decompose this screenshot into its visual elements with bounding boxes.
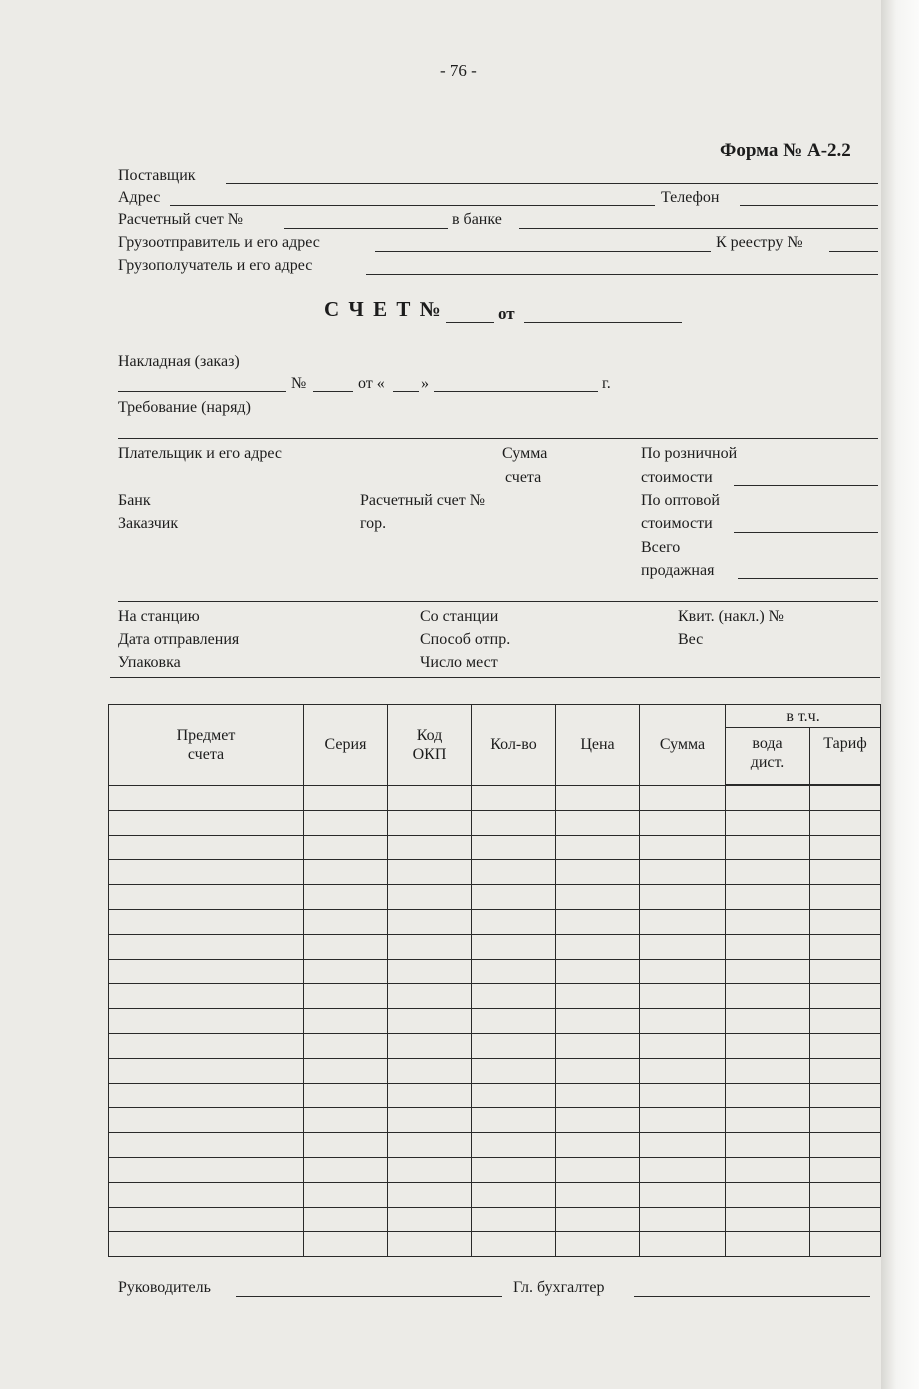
table-cell[interactable]	[304, 959, 388, 984]
requirement-label: Требование (наряд)	[118, 399, 251, 416]
table-row	[109, 1009, 881, 1034]
table-cell[interactable]	[109, 835, 304, 860]
table-cell[interactable]	[556, 1108, 640, 1133]
table-cell[interactable]	[556, 885, 640, 910]
invoice-sum-label-2: счета	[505, 469, 542, 486]
table-cell[interactable]	[388, 1207, 472, 1232]
table-cell[interactable]	[726, 909, 810, 934]
waybill-label: Накладная (заказ)	[118, 353, 240, 370]
account-label: Расчетный счет №	[118, 211, 243, 228]
table-cell[interactable]	[556, 1207, 640, 1232]
table-cell[interactable]	[388, 1133, 472, 1158]
table-cell[interactable]	[726, 835, 810, 860]
waybill-year-label: г.	[602, 375, 611, 392]
invoice-items-table	[108, 704, 881, 1257]
table-cell[interactable]	[810, 959, 881, 984]
head-signature-label: Руководитель	[118, 1279, 211, 1296]
total-label: Всего	[641, 539, 681, 556]
to-station-label: На станцию	[118, 608, 200, 625]
table-cell[interactable]	[304, 1232, 388, 1257]
table-cell[interactable]	[556, 1232, 640, 1257]
table-cell[interactable]	[109, 1157, 304, 1182]
bank-field[interactable]	[519, 228, 878, 229]
retail-label: По розничной	[641, 445, 738, 462]
total-label-2: продажная	[641, 562, 715, 579]
table-cell[interactable]	[472, 1207, 556, 1232]
table-cell[interactable]	[640, 1058, 726, 1083]
table-cell[interactable]	[109, 984, 304, 1009]
table-cell[interactable]	[556, 1033, 640, 1058]
table-cell[interactable]	[810, 1232, 881, 1257]
column-header-price	[556, 705, 640, 786]
table-cell[interactable]	[388, 1182, 472, 1207]
table-cell[interactable]	[109, 810, 304, 835]
table-row	[109, 1207, 881, 1232]
table-cell[interactable]	[556, 934, 640, 959]
table-row	[109, 984, 881, 1009]
table-cell[interactable]	[640, 785, 726, 810]
table-cell[interactable]	[640, 909, 726, 934]
phone-field[interactable]	[740, 205, 878, 206]
table-cell[interactable]	[109, 959, 304, 984]
in-bank-label: в банке	[452, 211, 502, 228]
table-cell[interactable]	[810, 1133, 881, 1158]
table-cell[interactable]	[726, 785, 810, 810]
table-cell[interactable]	[304, 1157, 388, 1182]
table-cell[interactable]	[810, 934, 881, 959]
table-cell[interactable]	[640, 1157, 726, 1182]
table-row	[109, 959, 881, 984]
table-cell[interactable]	[556, 860, 640, 885]
table-cell[interactable]	[556, 1182, 640, 1207]
account-field[interactable]	[284, 228, 448, 229]
waybill-day-field[interactable]	[393, 391, 419, 392]
table-cell[interactable]	[388, 810, 472, 835]
table-cell[interactable]	[472, 835, 556, 860]
column-header-text: Сумма	[659, 736, 706, 754]
table-cell[interactable]	[640, 934, 726, 959]
phone-label: Телефон	[661, 189, 720, 206]
table-row	[109, 785, 881, 810]
table-cell[interactable]	[556, 785, 640, 810]
table-cell[interactable]	[304, 1207, 388, 1232]
invoice-title: С Ч Е Т №	[324, 297, 443, 321]
table-cell[interactable]	[109, 1133, 304, 1158]
table-cell[interactable]	[810, 835, 881, 860]
table-cell[interactable]	[556, 1157, 640, 1182]
table-cell[interactable]	[640, 1207, 726, 1232]
receipt-label: Квит. (накл.) №	[678, 608, 784, 625]
table-cell[interactable]	[810, 909, 881, 934]
invoice-from-label: от	[498, 304, 515, 323]
table-row	[109, 885, 881, 910]
table-cell[interactable]	[556, 1058, 640, 1083]
from-station-label: Со станции	[420, 608, 499, 625]
table-cell[interactable]	[304, 860, 388, 885]
table-cell[interactable]	[640, 1108, 726, 1133]
column-header-text: дист.	[750, 754, 785, 771]
table-cell[interactable]	[304, 810, 388, 835]
table-cell[interactable]	[726, 959, 810, 984]
table-cell[interactable]	[388, 934, 472, 959]
column-header-sum	[640, 705, 726, 786]
chief-accountant-label: Гл. бухгалтер	[513, 1279, 605, 1296]
column-header-series	[304, 705, 388, 786]
bank-label: Банк	[118, 492, 151, 509]
table-cell[interactable]	[304, 1133, 388, 1158]
column-header-quantity	[472, 705, 556, 786]
waybill-month-field[interactable]	[434, 391, 598, 392]
table-cell[interactable]	[556, 909, 640, 934]
table-cell[interactable]	[109, 1108, 304, 1133]
table-cell[interactable]	[556, 984, 640, 1009]
table-cell[interactable]	[472, 1133, 556, 1158]
table-cell[interactable]	[472, 1033, 556, 1058]
retail-field[interactable]	[734, 485, 878, 486]
table-cell[interactable]	[472, 1108, 556, 1133]
form-number: Форма № А-2.2	[720, 140, 851, 161]
payer-account-label: Расчетный счет №	[360, 492, 485, 509]
address-field[interactable]	[170, 205, 655, 206]
table-cell[interactable]	[388, 1232, 472, 1257]
table-body	[109, 785, 881, 1257]
table-cell[interactable]	[388, 1157, 472, 1182]
table-cell[interactable]	[810, 1058, 881, 1083]
table-cell[interactable]	[109, 1009, 304, 1034]
table-cell[interactable]	[388, 785, 472, 810]
table-cell[interactable]	[810, 984, 881, 1009]
table-cell[interactable]	[556, 959, 640, 984]
weight-label: Вес	[678, 631, 704, 648]
table-cell[interactable]	[726, 885, 810, 910]
table-cell[interactable]	[726, 1083, 810, 1108]
invoice-date-field[interactable]	[524, 322, 682, 323]
shipper-field[interactable]	[375, 251, 711, 252]
table-cell[interactable]	[304, 1182, 388, 1207]
table-cell[interactable]	[810, 1083, 881, 1108]
table-cell[interactable]	[388, 885, 472, 910]
column-header-text: Код	[416, 726, 443, 744]
table-cell[interactable]	[388, 835, 472, 860]
table-cell[interactable]	[109, 1033, 304, 1058]
table-cell[interactable]	[810, 1182, 881, 1207]
table-cell[interactable]	[810, 1157, 881, 1182]
table-cell[interactable]	[388, 1058, 472, 1083]
invoice-sum-label: Сумма	[502, 445, 548, 462]
table-cell[interactable]	[810, 1009, 881, 1034]
table-cell[interactable]	[726, 1009, 810, 1034]
head-signature-field[interactable]	[236, 1296, 502, 1297]
table-cell[interactable]	[388, 1083, 472, 1108]
retail-label-2: стоимости	[641, 469, 713, 486]
table-cell[interactable]	[640, 984, 726, 1009]
table-cell[interactable]	[726, 1108, 810, 1133]
column-header-tariff	[810, 728, 881, 786]
table-cell[interactable]	[726, 860, 810, 885]
table-cell[interactable]	[810, 785, 881, 810]
column-header-text: ОКП	[412, 745, 447, 763]
table-cell[interactable]	[640, 1133, 726, 1158]
registry-field[interactable]	[829, 251, 878, 252]
table-cell[interactable]	[810, 885, 881, 910]
dispatch-date-label: Дата отправления	[118, 631, 240, 648]
table-row	[109, 934, 881, 959]
column-header-text: Тариф	[823, 735, 867, 752]
table-cell[interactable]	[472, 1009, 556, 1034]
table-row	[109, 1083, 881, 1108]
table-cell[interactable]	[388, 1033, 472, 1058]
city-label: гор.	[360, 515, 387, 532]
table-cell[interactable]	[810, 1108, 881, 1133]
table-cell[interactable]	[810, 810, 881, 835]
table-cell[interactable]	[304, 1009, 388, 1034]
table-row	[109, 860, 881, 885]
table-cell[interactable]	[304, 1083, 388, 1108]
table-cell[interactable]	[109, 1083, 304, 1108]
table-row	[109, 1182, 881, 1207]
table-cell[interactable]	[304, 1108, 388, 1133]
scan-page-edge	[881, 0, 919, 1389]
table-cell[interactable]	[109, 909, 304, 934]
page-number: - 76 -	[440, 61, 477, 80]
table-cell[interactable]	[304, 835, 388, 860]
wholesale-label: По оптовой	[641, 492, 720, 509]
table-cell[interactable]	[810, 860, 881, 885]
waybill-no-label: №	[291, 375, 307, 392]
table-cell[interactable]	[304, 1033, 388, 1058]
column-header-text: счета	[187, 745, 225, 763]
table-cell[interactable]	[109, 785, 304, 810]
column-header-text: вода	[752, 735, 783, 752]
customer-label: Заказчик	[118, 515, 179, 532]
table-cell[interactable]	[810, 1207, 881, 1232]
table-cell[interactable]	[640, 860, 726, 885]
table-cell[interactable]	[556, 835, 640, 860]
table-cell[interactable]	[304, 984, 388, 1009]
invoice-number-field[interactable]	[446, 322, 494, 323]
consignee-label: Грузополучатель и его адрес	[118, 257, 313, 274]
table-cell[interactable]	[304, 1058, 388, 1083]
chief-accountant-signature-field[interactable]	[634, 1296, 870, 1297]
wholesale-field[interactable]	[734, 532, 878, 533]
table-row	[109, 1033, 881, 1058]
table-cell[interactable]	[726, 984, 810, 1009]
table-cell[interactable]	[726, 1157, 810, 1182]
table-cell[interactable]	[109, 860, 304, 885]
table-cell[interactable]	[109, 885, 304, 910]
table-cell[interactable]	[472, 810, 556, 835]
table-cell[interactable]	[472, 1157, 556, 1182]
table-cell[interactable]	[726, 934, 810, 959]
column-header-text: Кол-во	[490, 736, 537, 754]
table-cell[interactable]	[388, 860, 472, 885]
table-cell[interactable]	[109, 1207, 304, 1232]
wholesale-label-2: стоимости	[641, 515, 713, 532]
table-cell[interactable]	[472, 984, 556, 1009]
table-cell[interactable]	[472, 959, 556, 984]
table-cell[interactable]	[726, 1058, 810, 1083]
table-cell[interactable]	[726, 1033, 810, 1058]
table-cell[interactable]	[556, 1009, 640, 1034]
table-cell[interactable]	[556, 810, 640, 835]
table-row	[109, 1232, 881, 1257]
divider	[110, 677, 880, 678]
supplier-label: Поставщик	[118, 167, 196, 184]
table-cell[interactable]	[388, 1108, 472, 1133]
table-cell[interactable]	[472, 1232, 556, 1257]
table-cell[interactable]	[640, 1182, 726, 1207]
table-cell[interactable]	[388, 1009, 472, 1034]
table-cell[interactable]	[472, 860, 556, 885]
table-cell[interactable]	[472, 1083, 556, 1108]
total-field[interactable]	[738, 578, 878, 579]
waybill-date-label: от «	[358, 375, 385, 392]
table-cell[interactable]	[640, 1232, 726, 1257]
table-cell[interactable]	[472, 1058, 556, 1083]
table-cell[interactable]	[472, 885, 556, 910]
table-cell[interactable]	[304, 785, 388, 810]
column-header-text: Серия	[324, 736, 367, 754]
table-cell[interactable]	[640, 885, 726, 910]
consignee-field[interactable]	[366, 274, 878, 275]
table-row	[109, 1157, 881, 1182]
table-cell[interactable]	[726, 1207, 810, 1232]
table-cell[interactable]	[640, 959, 726, 984]
table-cell[interactable]	[726, 810, 810, 835]
table-cell[interactable]	[304, 885, 388, 910]
table-row	[109, 1058, 881, 1083]
table-cell[interactable]	[109, 934, 304, 959]
divider	[118, 601, 878, 602]
waybill-field[interactable]	[118, 391, 286, 392]
places-label: Число мест	[420, 654, 498, 671]
table-cell[interactable]	[556, 1133, 640, 1158]
table-cell[interactable]	[556, 1083, 640, 1108]
table-cell[interactable]	[640, 1009, 726, 1034]
table-row	[109, 1133, 881, 1158]
table-cell[interactable]	[109, 1182, 304, 1207]
shipper-label: Грузоотправитель и его адрес	[118, 234, 320, 251]
table-cell[interactable]	[472, 1182, 556, 1207]
table-cell[interactable]	[304, 934, 388, 959]
dispatch-method-label: Способ отпр.	[420, 631, 511, 648]
table-cell[interactable]	[388, 909, 472, 934]
table-cell[interactable]	[109, 1232, 304, 1257]
table-cell[interactable]	[640, 810, 726, 835]
table-cell[interactable]	[388, 984, 472, 1009]
table-cell[interactable]	[640, 1083, 726, 1108]
table-cell[interactable]	[726, 1133, 810, 1158]
column-header-subject	[109, 705, 304, 786]
table-cell[interactable]	[640, 835, 726, 860]
waybill-number-field[interactable]	[313, 391, 353, 392]
divider	[118, 438, 878, 439]
column-header-including: в т.ч.	[726, 705, 881, 728]
table-cell[interactable]	[640, 1033, 726, 1058]
table-cell[interactable]	[472, 934, 556, 959]
column-header-text: Цена	[580, 736, 615, 754]
table-cell[interactable]	[726, 1232, 810, 1257]
waybill-quote-close: »	[421, 375, 429, 392]
packing-label: Упаковка	[118, 654, 181, 671]
column-header-text: Предмет	[176, 726, 236, 744]
table-cell[interactable]	[472, 909, 556, 934]
payer-label: Плательщик и его адрес	[118, 445, 282, 462]
table-cell[interactable]	[109, 1058, 304, 1083]
table-row	[109, 909, 881, 934]
registry-label: К реестру №	[716, 234, 803, 251]
table-cell[interactable]	[304, 909, 388, 934]
table-row	[109, 835, 881, 860]
table-cell[interactable]	[388, 959, 472, 984]
table-cell[interactable]	[726, 1182, 810, 1207]
table-row	[109, 810, 881, 835]
table-row	[109, 1108, 881, 1133]
column-header-distilled-water	[726, 728, 810, 786]
address-label: Адрес	[118, 189, 161, 206]
supplier-field[interactable]	[226, 183, 878, 184]
table-cell[interactable]	[810, 1033, 881, 1058]
column-header-okp-code	[388, 705, 472, 786]
table-cell[interactable]	[472, 785, 556, 810]
